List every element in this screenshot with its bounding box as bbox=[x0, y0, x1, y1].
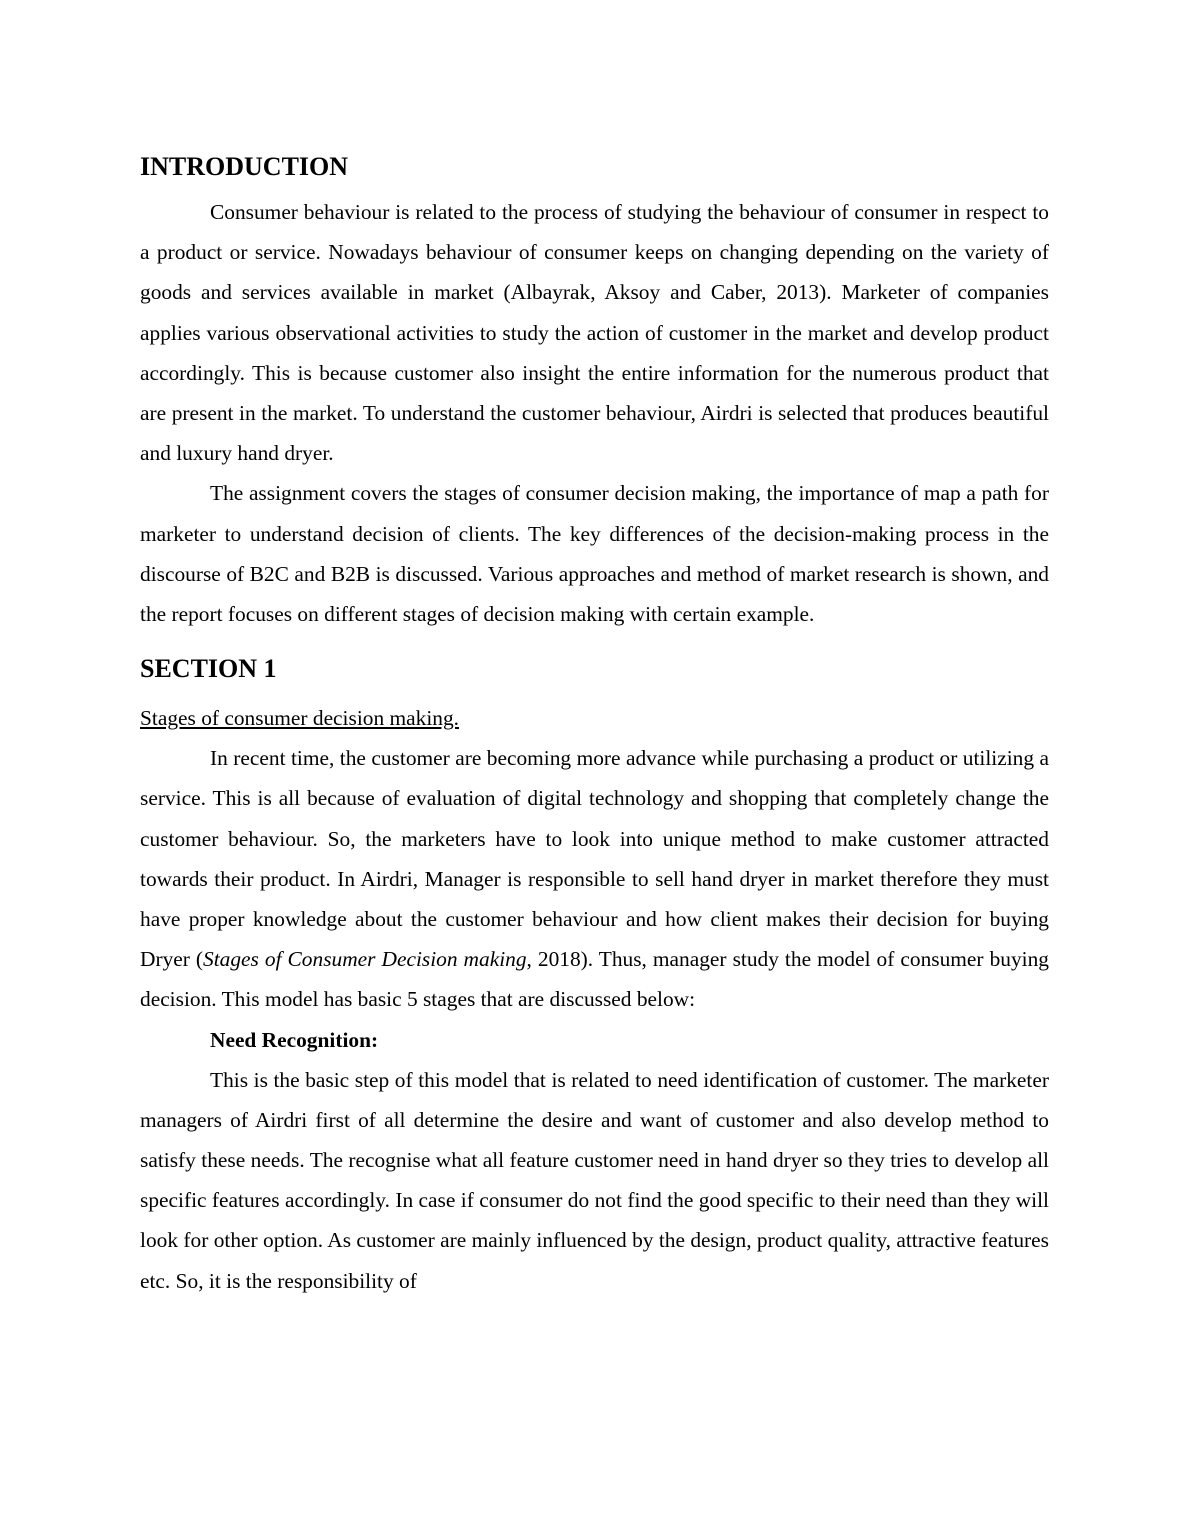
paragraph-text: In recent time, the customer are becoming more advance while purchasing a product or utilizing a service. This is all because of evaluation of digital technology and shopping that completely change the customer behaviour. So, the marketers have to look into unique method to make customer attracted towards their product. In Airdri, Manager is responsible to sell hand dryer in market therefore they must have proper knowledge about the customer behaviour and how client makes their decision for buying Dryer ( bbox=[140, 746, 1049, 972]
section-1-paragraph-1 bbox=[140, 738, 1049, 1019]
citation-title: Stages of Consumer Decision making bbox=[203, 947, 527, 972]
introduction-heading: INTRODUCTION bbox=[140, 152, 349, 181]
stages-subheading: Stages of consumer decision making. bbox=[140, 706, 460, 731]
paragraph-text-continued: , 2018). Thus, manager study the model of consumer buying decision. This model has basic 5 stages that are discussed below: bbox=[140, 947, 1049, 1012]
section-1-heading: SECTION 1 bbox=[140, 654, 277, 684]
need-recognition-paragraph: This is the basic step of this model that is related to need identification of customer. The marketer managers of Airdri first of all determine the desire and want of customer and also develop method to satisfy these needs. The recognise what all feature customer need in hand dryer so they tries to develop all specific features accordingly. In case if consumer do not find the good specific to their need than they will look for other option. As customer are mainly influenced by the design, product quality, attractive features etc. So, it is the responsibility of bbox=[140, 1067, 1049, 1293]
document-page bbox=[140, 148, 1049, 1301]
intro-paragraph-1: Consumer behaviour is related to the process of studying the behaviour of consumer in respect to a product or service. Nowadays behaviour of consumer keeps on changing depending on the variety of goods and services available in market (Albayrak, Aksoy and Caber, 2013). Marketer of companies applies various observational activities to study the action of customer in the market and develop product accordingly. This is because customer also insight the entire information for the numerous product that are present in the market. To understand the customer behaviour, Airdri is selected that produces beautiful and luxury hand dryer. bbox=[140, 200, 1049, 466]
need-recognition-heading: Need Recognition: bbox=[210, 1027, 379, 1052]
intro-paragraph-2: The assignment covers the stages of consumer decision making, the importance of map a path for marketer to understand decision of clients. The key differences of the decision-making process in the discourse of B2C and B2B is discussed. Various approaches and method of market research is shown, and the report focuses on different stages of decision making with certain example. bbox=[140, 481, 1049, 627]
